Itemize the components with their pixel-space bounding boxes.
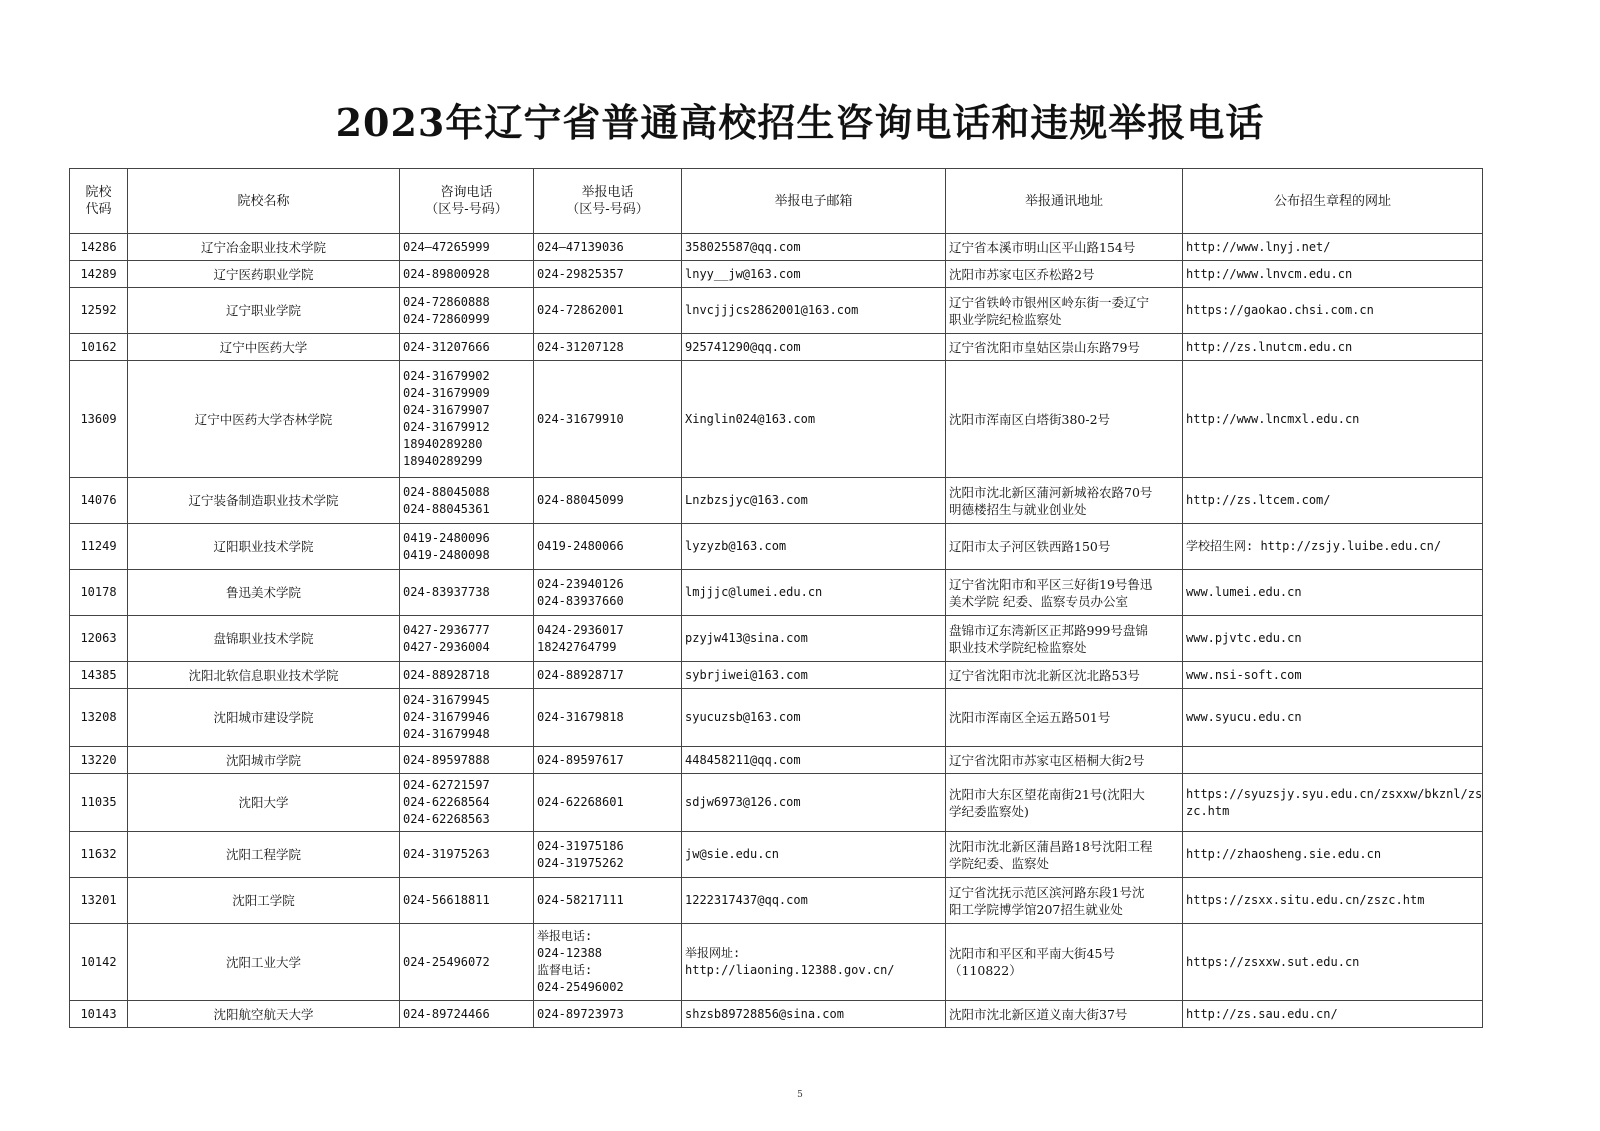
cell-consult-phone [400, 924, 534, 1001]
cell-report-phone-line: 0419-2480066 [537, 539, 624, 553]
cell-school-name: 辽宁装备制造职业技术学院 [128, 478, 400, 524]
cell-report-phone-line: 024-58217111 [537, 893, 624, 907]
cell-url-line: http://www.lnvcm.edu.cn [1186, 266, 1353, 281]
table-row [70, 261, 1483, 288]
cell-report-email [682, 747, 946, 774]
cell-url-line: www.pjvtc.edu.cn [1186, 631, 1302, 645]
cell-consult-phone [400, 234, 534, 261]
cell-report-phone-line: 024-72862001 [537, 303, 624, 317]
cell-report-phone-line: 024-25496002 [537, 980, 624, 994]
cell-report-email-line: lmjjjc@lumei.edu.cn [685, 585, 823, 599]
cell-consult-phone-line: 024-31679946 [403, 710, 490, 724]
cell-consult-phone [400, 774, 534, 832]
table-row [70, 878, 1483, 924]
cell-code: 12592 [70, 288, 128, 334]
cell-report-phone [534, 924, 682, 1001]
cell-code: 13220 [70, 747, 128, 774]
cell-report-email-line: lnvcjjjcs2862001@163.com [685, 303, 859, 317]
table-row [70, 747, 1483, 774]
cell-consult-phone [400, 878, 534, 924]
header-code: 院校 代码 [70, 169, 128, 234]
cell-address [946, 616, 1183, 662]
cell-school-name: 盘锦职业技术学院 [128, 616, 400, 662]
cell-url-line: www.syucu.edu.cn [1186, 710, 1302, 724]
cell-address-line: 沈阳市浑南区全运五路501号 [949, 710, 1111, 725]
cell-consult-phone [400, 261, 534, 288]
cell-address [946, 234, 1183, 261]
cell-url-line: zc.htm [1186, 803, 1230, 818]
cell-consult-phone-line: 024-89800928 [403, 266, 490, 281]
cell-url [1183, 261, 1483, 288]
table-row [70, 361, 1483, 478]
cell-url [1183, 478, 1483, 524]
cell-url [1183, 288, 1483, 334]
cell-report-email [682, 570, 946, 616]
cell-url [1183, 689, 1483, 747]
cell-url [1183, 924, 1483, 1001]
table-row [70, 689, 1483, 747]
cell-code: 13609 [70, 361, 128, 478]
cell-report-phone-line: 024-89723973 [537, 1006, 624, 1021]
cell-address-line: 辽宁省沈阳市和平区三好街19号鲁迅 [949, 576, 1153, 592]
cell-school-name: 沈阳城市学院 [128, 747, 400, 774]
cell-address [946, 774, 1183, 832]
table-row [70, 832, 1483, 878]
cell-consult-phone-line: 024-83937738 [403, 585, 490, 599]
cell-address [946, 924, 1183, 1001]
cell-report-phone-line: 024-83937660 [537, 593, 624, 608]
cell-report-phone-line: 024-31679818 [537, 710, 624, 724]
table-row [70, 524, 1483, 570]
cell-url-line: https://zsxx.situ.edu.cn/zszc.htm [1186, 893, 1425, 907]
cell-url [1183, 662, 1483, 689]
cell-report-phone [534, 334, 682, 361]
cell-report-phone [534, 478, 682, 524]
cell-report-email-line: jw@sie.edu.cn [685, 847, 779, 861]
cell-school-name: 辽宁中医药大学 [128, 334, 400, 361]
cell-url-line: www.nsi-soft.com [1186, 667, 1302, 682]
cell-address-line: 辽宁省铁岭市银州区岭东街一委辽宁 [949, 294, 1150, 310]
cell-report-email-line: shzsb89728856@sina.com [685, 1006, 844, 1021]
cell-report-email [682, 689, 946, 747]
header-consult: 咨询电话 （区号-号码） [400, 169, 534, 234]
cell-school-name: 沈阳北软信息职业技术学院 [128, 662, 400, 689]
cell-consult-phone [400, 334, 534, 361]
cell-address-line: 沈阳市苏家屯区乔松路2号 [949, 266, 1095, 282]
cell-report-phone [534, 261, 682, 288]
cell-report-email-line: Lnzbzsjyc@163.com [685, 493, 808, 507]
cell-consult-phone [400, 478, 534, 524]
cell-address-line: 辽宁省沈阳市沈北新区沈北路53号 [949, 667, 1140, 683]
cell-url-line: https://syuzsjy.syu.edu.cn/zsxxw/bkznl/zs [1186, 786, 1483, 801]
cell-code: 13201 [70, 878, 128, 924]
cell-url-line: https://zsxxw.sut.edu.cn [1186, 954, 1360, 969]
cell-school-name: 辽宁中医药大学杏林学院 [128, 361, 400, 478]
cell-consult-phone-line: 0427-2936004 [403, 639, 490, 654]
cell-consult-phone [400, 689, 534, 747]
cell-address-line: （110822） [949, 963, 1022, 978]
cell-report-phone [534, 616, 682, 662]
cell-url [1183, 774, 1483, 832]
cell-report-phone [534, 878, 682, 924]
cell-address [946, 361, 1183, 478]
cell-report-email [682, 288, 946, 334]
cell-report-phone-line: 024-31975186 [537, 838, 624, 853]
table-row [70, 288, 1483, 334]
cell-address-line: 职业学院纪检监察处 [949, 311, 1062, 327]
cell-address [946, 261, 1183, 288]
cell-consult-phone-line: 18940289299 [403, 454, 483, 468]
cell-report-phone [534, 747, 682, 774]
cell-url-line: http://zs.sau.edu.cn/ [1186, 1006, 1338, 1021]
header-url: 公布招生章程的网址 [1183, 169, 1483, 234]
cell-report-phone-line: 0424-2936017 [537, 622, 624, 637]
cell-consult-phone [400, 524, 534, 570]
cell-report-email [682, 1001, 946, 1028]
cell-consult-phone-line: 024-88045088 [403, 484, 490, 499]
cell-consult-phone-line: 024-31679907 [403, 403, 490, 417]
cell-code: 13208 [70, 689, 128, 747]
table-row [70, 1001, 1483, 1028]
cell-address-line: 明德楼招生与就业创业处 [949, 501, 1087, 517]
header-report: 举报电话 （区号-号码） [534, 169, 682, 234]
cell-url-line: http://zhaosheng.sie.edu.cn [1186, 847, 1382, 861]
cell-code: 10142 [70, 924, 128, 1001]
cell-code: 12063 [70, 616, 128, 662]
cell-address [946, 1001, 1183, 1028]
cell-report-phone-line: 024-31207128 [537, 339, 624, 354]
table-row [70, 774, 1483, 832]
cell-consult-phone-line: 024-56618811 [403, 893, 490, 907]
cell-report-phone-line: 024-23940126 [537, 576, 624, 591]
cell-school-name: 鲁迅美术学院 [128, 570, 400, 616]
cell-report-phone [534, 774, 682, 832]
cell-school-name: 辽宁冶金职业技术学院 [128, 234, 400, 261]
cell-report-email-line: lnyy__jw@163.com [685, 266, 801, 281]
cell-url [1183, 832, 1483, 878]
cell-report-email-line: Xinglin024@163.com [685, 411, 816, 426]
cell-address-line: 沈阳市和平区和平南大街45号 [949, 946, 1115, 961]
cell-report-phone [534, 832, 682, 878]
cell-report-email [682, 878, 946, 924]
cell-consult-phone [400, 288, 534, 334]
cell-report-phone-line: 18242764799 [537, 639, 617, 654]
cell-consult-phone-line: 18940289280 [403, 437, 483, 451]
cell-consult-phone-line: 024-62268563 [403, 812, 490, 826]
cell-report-phone [534, 689, 682, 747]
cell-url [1183, 234, 1483, 261]
cell-school-name: 沈阳航空航天大学 [128, 1001, 400, 1028]
cell-consult-phone-line: 0419-2480096 [403, 530, 490, 545]
cell-address-line: 阳工学院博学馆207招生就业处 [949, 901, 1123, 917]
cell-report-email-line: http://liaoning.12388.gov.cn/ [685, 963, 895, 977]
cell-consult-phone-line: 024-31679902 [403, 369, 490, 383]
cell-report-phone [534, 1001, 682, 1028]
cell-url-line: www.lumei.edu.cn [1186, 585, 1302, 599]
cell-consult-phone [400, 616, 534, 662]
table-row [70, 616, 1483, 662]
cell-report-email-line: sdjw6973@126.com [685, 795, 801, 809]
table-row [70, 478, 1483, 524]
cell-report-phone [534, 361, 682, 478]
cell-report-email [682, 524, 946, 570]
cell-report-email [682, 478, 946, 524]
cell-consult-phone-line: 024-72860888 [403, 294, 490, 309]
cell-report-phone-line: 024-12388 [537, 946, 603, 960]
cell-address [946, 878, 1183, 924]
cell-report-phone-line: 监督电话: [537, 963, 593, 977]
cell-address-line: 学纪委监察处) [949, 803, 1029, 819]
cell-address [946, 689, 1183, 747]
cell-report-phone-line: 举报电话: [537, 929, 593, 943]
cell-report-phone [534, 288, 682, 334]
cell-address-line: 辽阳市太子河区铁西路150号 [949, 539, 1111, 554]
cell-code: 14076 [70, 478, 128, 524]
cell-consult-phone-line: 0427-2936777 [403, 622, 490, 637]
header-name: 院校名称 [128, 169, 400, 234]
cell-school-name: 辽宁职业学院 [128, 288, 400, 334]
cell-code: 10178 [70, 570, 128, 616]
cell-consult-phone-line: 024—47265999 [403, 239, 490, 254]
table-row [70, 570, 1483, 616]
table-row [70, 234, 1483, 261]
cell-consult-phone-line: 024-31679948 [403, 727, 490, 741]
cell-address-line: 沈阳市沈北新区蒲河新城裕农路70号 [949, 484, 1153, 500]
cell-report-phone [534, 234, 682, 261]
cell-consult-phone [400, 662, 534, 689]
cell-url [1183, 878, 1483, 924]
cell-url [1183, 334, 1483, 361]
cell-address-line: 美术学院 纪委、监察专员办公室 [949, 593, 1128, 609]
cell-report-email-line: syucuzsb@163.com [685, 710, 801, 724]
cell-address-line: 辽宁省沈抚示范区滨河路东段1号沈 [949, 884, 1145, 900]
cell-url-line: http://www.lnyj.net/ [1186, 239, 1331, 254]
cell-report-email [682, 924, 946, 1001]
cell-address [946, 662, 1183, 689]
cell-code: 11632 [70, 832, 128, 878]
cell-report-email-line: 358025587@qq.com [685, 239, 801, 254]
cell-consult-phone-line: 024-62268564 [403, 795, 490, 809]
cell-url [1183, 361, 1483, 478]
cell-code: 10143 [70, 1001, 128, 1028]
cell-report-email-line: pzyjw413@sina.com [685, 631, 808, 645]
cell-url-line: http://www.lncmxl.edu.cn [1186, 411, 1360, 426]
cell-report-phone [534, 570, 682, 616]
cell-code: 14286 [70, 234, 128, 261]
cell-consult-phone [400, 570, 534, 616]
page-title: 2023年辽宁省普通高校招生咨询电话和违规举报电话 [335, 100, 1265, 145]
cell-report-email [682, 361, 946, 478]
cell-consult-phone-line: 024-31975263 [403, 847, 490, 861]
cell-report-email-line: 925741290@qq.com [685, 339, 801, 354]
cell-url [1183, 616, 1483, 662]
cell-report-phone-line: 024-31975262 [537, 855, 624, 870]
cell-address [946, 747, 1183, 774]
cell-consult-phone [400, 361, 534, 478]
header-email: 举报电子邮箱 [682, 169, 946, 234]
cell-school-name: 沈阳城市建设学院 [128, 689, 400, 747]
cell-school-name: 沈阳工程学院 [128, 832, 400, 878]
cell-report-email-line: 举报网址: [685, 946, 741, 960]
cell-address [946, 288, 1183, 334]
cell-consult-phone-line: 024-88928718 [403, 667, 490, 682]
cell-consult-phone-line: 024-25496072 [403, 954, 490, 969]
cell-address-line: 辽宁省沈阳市苏家屯区梧桐大街2号 [949, 752, 1145, 768]
cell-report-phone-line: 024—47139036 [537, 239, 624, 254]
cell-consult-phone-line: 024-88045361 [403, 501, 490, 516]
cell-consult-phone-line: 0419-2480098 [403, 547, 490, 562]
cell-report-email-line: lyzyzb@163.com [685, 539, 787, 553]
cell-address-line: 盘锦市辽东湾新区正邦路999号盘锦 [949, 622, 1148, 638]
cell-school-name: 沈阳工学院 [128, 878, 400, 924]
cell-address-line: 沈阳市沈北新区蒲昌路18号沈阳工程 [949, 838, 1153, 854]
cell-address-line: 辽宁省本溪市明山区平山路154号 [949, 239, 1136, 255]
cell-url-line: https://gaokao.chsi.com.cn [1186, 303, 1374, 317]
cell-report-email [682, 616, 946, 662]
cell-school-name: 辽阳职业技术学院 [128, 524, 400, 570]
cell-consult-phone-line: 024-31679912 [403, 420, 490, 434]
cell-url-line: http://zs.ltcem.com/ [1186, 493, 1331, 507]
table-row [70, 334, 1483, 361]
cell-code: 10162 [70, 334, 128, 361]
cell-code: 14289 [70, 261, 128, 288]
cell-report-phone-line: 024-29825357 [537, 266, 624, 281]
cell-report-email-line: sybrjiwei@163.com [685, 667, 808, 682]
table-body [70, 234, 1483, 1028]
cell-address [946, 478, 1183, 524]
cell-school-name: 沈阳大学 [128, 774, 400, 832]
cell-report-email [682, 234, 946, 261]
cell-address [946, 570, 1183, 616]
contact-table [69, 168, 1483, 1028]
table-row [70, 924, 1483, 1001]
cell-address-line: 沈阳市浑南区白塔街380-2号 [949, 411, 1111, 427]
cell-address-line: 职业技术学院纪检监察处 [949, 639, 1087, 655]
header-row [70, 169, 1483, 234]
cell-consult-phone-line: 024-31207666 [403, 339, 490, 354]
cell-consult-phone-line: 024-31679909 [403, 386, 490, 400]
cell-report-email [682, 832, 946, 878]
cell-report-email-line: 448458211@qq.com [685, 752, 801, 767]
cell-url-line: 学校招生网: http://zsjy.luibe.edu.cn/ [1186, 539, 1442, 553]
cell-consult-phone-line: 024-62721597 [403, 778, 490, 792]
cell-consult-phone [400, 1001, 534, 1028]
cell-address-line: 学院纪委、监察处 [949, 855, 1050, 871]
cell-url [1183, 747, 1483, 774]
table-row [70, 662, 1483, 689]
cell-report-phone-line: 024-62268601 [537, 795, 624, 809]
cell-report-email [682, 774, 946, 832]
cell-report-phone-line: 024-88045099 [537, 493, 624, 507]
cell-school-name: 辽宁医药职业学院 [128, 261, 400, 288]
header-address: 举报通讯地址 [946, 169, 1183, 234]
cell-report-email-line: 1222317437@qq.com [685, 893, 808, 907]
cell-code: 14385 [70, 662, 128, 689]
cell-address-line: 沈阳市大东区望花南街21号(沈阳大 [949, 786, 1145, 802]
cell-code: 11035 [70, 774, 128, 832]
cell-report-email [682, 261, 946, 288]
cell-report-phone [534, 662, 682, 689]
cell-address [946, 334, 1183, 361]
cell-consult-phone-line: 024-31679945 [403, 693, 490, 707]
cell-url [1183, 524, 1483, 570]
cell-address-line: 沈阳市沈北新区道义南大街37号 [949, 1006, 1128, 1022]
cell-school-name: 沈阳工业大学 [128, 924, 400, 1001]
cell-consult-phone [400, 832, 534, 878]
cell-report-phone-line: 024-31679910 [537, 411, 624, 426]
cell-url [1183, 570, 1483, 616]
cell-report-phone-line: 024-89597617 [537, 752, 624, 767]
cell-consult-phone-line: 024-72860999 [403, 311, 490, 326]
cell-report-email [682, 662, 946, 689]
cell-url [1183, 1001, 1483, 1028]
page-number: 5 [797, 1090, 803, 1100]
cell-report-email [682, 334, 946, 361]
cell-address [946, 832, 1183, 878]
cell-url-line: http://zs.lnutcm.edu.cn [1186, 339, 1353, 354]
cell-report-phone [534, 524, 682, 570]
cell-consult-phone [400, 747, 534, 774]
cell-consult-phone-line: 024-89724466 [403, 1006, 490, 1021]
cell-report-phone-line: 024-88928717 [537, 667, 624, 682]
cell-address-line: 辽宁省沈阳市皇姑区崇山东路79号 [949, 339, 1140, 355]
cell-consult-phone-line: 024-89597888 [403, 752, 490, 767]
cell-code: 11249 [70, 524, 128, 570]
cell-address [946, 524, 1183, 570]
